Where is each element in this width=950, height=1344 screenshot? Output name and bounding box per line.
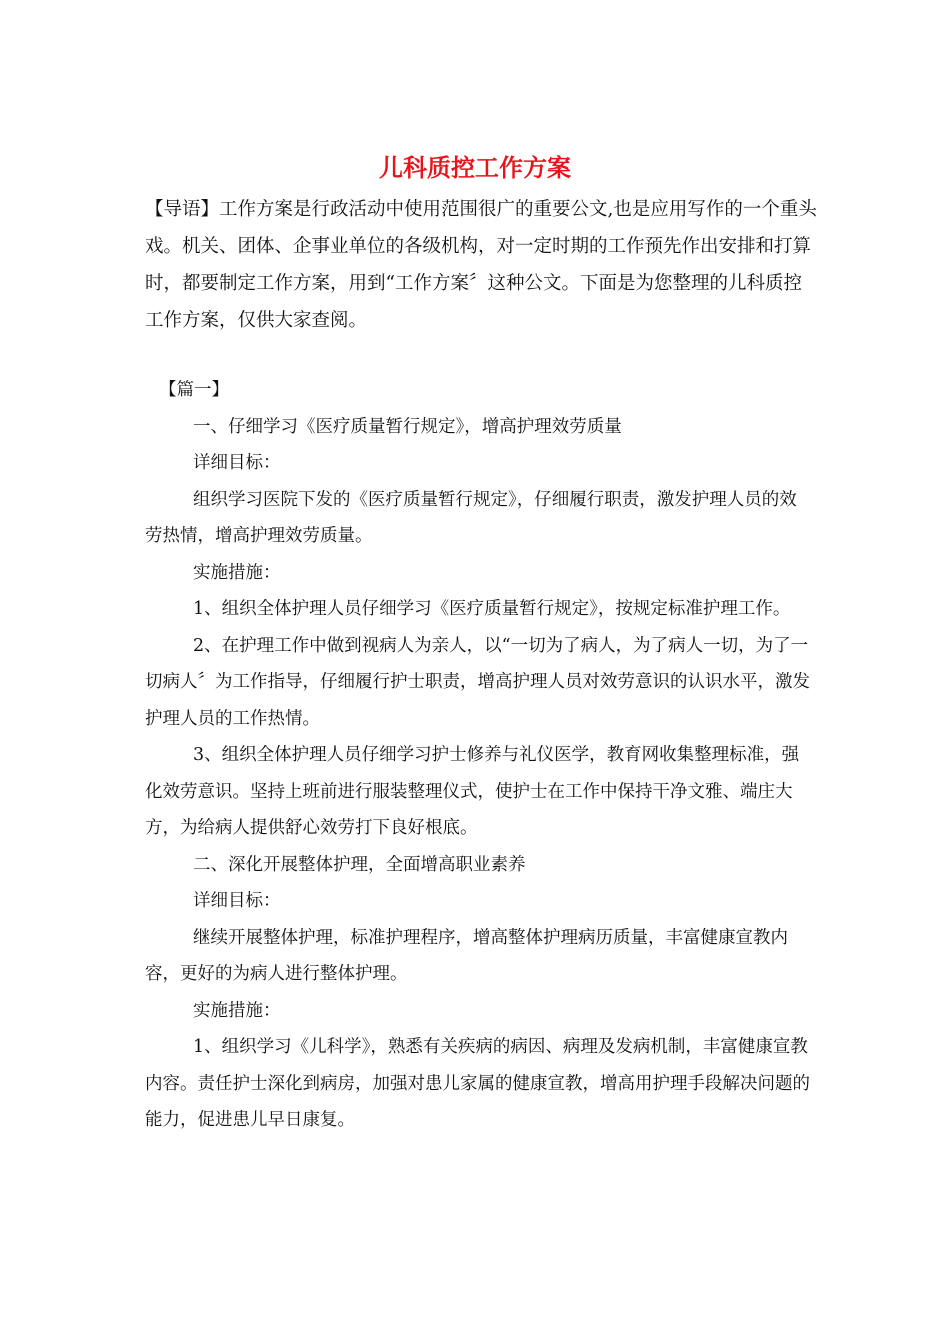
measure-1-1: 1、组织全体护理人员仔细学习《医疗质量暂行规定》，按规定标准护理工作。 [193,599,791,619]
measure-1-2: 2、在护理工作中做到视病人为亲人，以“一切为了病人，为了病人一切，为了一切病人〞为工作指导，仔细履行护士职责，增高护理人员对效劳意识的认识水平，激发护理人员的工作热情。 [145,635,810,729]
intro-paragraph: 【导语】工作方案是行政活动中使用范围很广的重要公文,也是应用写作的一个重头戏。机关、团体、企事业单位的各级机构，对一定时期的工作预先作出安排和打算时，都要制定工作方案，用到“工作方案〞这种公文。下面是为您整理的儿科质控工作方案，仅供大家查阅。 [145,199,817,331]
subheading-measures-2: 实施措施： [193,1000,281,1021]
paragraph-goal-1: 组织学习医院下发的《医疗质量暂行规定》，仔细履行职责，激发护理人员的效劳热情，增高护理效劳质量。 [145,489,797,546]
document-body [145,372,813,1139]
subheading-goal-1: 详细目标： [193,453,281,473]
paragraph-goal-2: 继续开展整体护理，标准护理程序，增高整体护理病历质量，丰富健康宣教内容，更好的为病人进行整体护理。 [145,927,788,984]
document-title: 儿科质控工作方案 [379,153,571,182]
heading-2: 二、深化开展整体护理，全面增高职业素养 [193,854,526,875]
subheading-measures-1: 实施措施： [193,562,281,583]
heading-1: 一、仔细学习《医疗质量暂行规定》，增高护理效劳质量 [193,416,622,437]
section-label: 【篇一】 [159,380,229,400]
measure-2-1: 1、组织学习《儿科学》，熟悉有关疾病的病因、病理及发病机制，丰富健康宣教内容。责任护士深化到病房，加强对患儿家属的健康宣教，增高用护理手段解决问题的能力，促进患儿早日康复。 [145,1037,810,1130]
measure-1-3: 3、组织全体护理人员仔细学习护士修养与礼仪医学，教育网收集整理标准，强化效劳意识。坚持上班前进行服装整理仪式，使护士在工作中保持干净文雅、端庄大方，为给病人提供舒心效劳打下良好根底。 [145,745,800,838]
subheading-goal-2: 详细目标： [193,891,281,911]
